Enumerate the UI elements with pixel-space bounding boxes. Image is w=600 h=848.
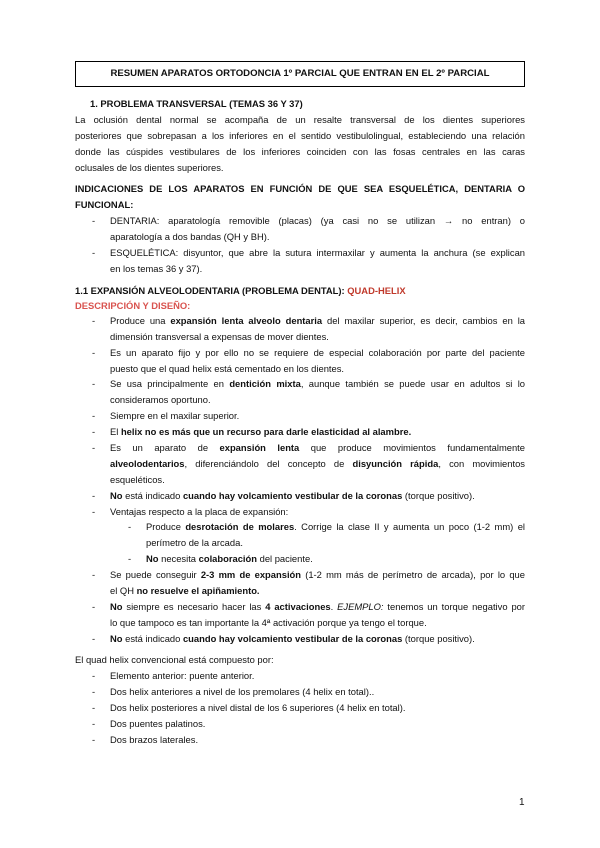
heading-highlight: QUAD-HELIX <box>347 285 406 296</box>
list-item: El helix no es más que un recurso para darle elasticidad al alambre. <box>110 426 412 437</box>
list-item: DENTARIA: aparatología removible (placas) (ya casi no se utilizan → no entran) o <box>110 215 525 226</box>
list-bullet: - <box>92 686 96 697</box>
page-number: 1 <box>519 797 525 808</box>
sublist-bullet: - <box>128 521 132 532</box>
list-item: Se usa principalmente en dentición mixta, aunque también se puede usar en adultos si lo <box>110 378 526 389</box>
list-bullet: - <box>92 506 96 517</box>
list-bullet: - <box>92 670 96 681</box>
list-bullet: - <box>92 490 96 501</box>
list-item-cont: dimensión transversal a expensas de mover dientes. <box>110 331 329 342</box>
list-item-cont: consideramos oportuno. <box>110 394 211 405</box>
list-bullet: - <box>92 426 96 437</box>
list-item: Se puede conseguir 2-3 mm de expansión (1-2 mm más de perímetro de arcada), por lo que <box>110 569 525 580</box>
list-item: Siempre en el maxilar superior. <box>110 410 240 421</box>
list-bullet: - <box>92 718 96 729</box>
list-item: Elemento anterior: puente anterior. <box>110 670 255 681</box>
list-bullet: - <box>92 247 96 258</box>
list-item: No está indicado cuando hay volcamiento vestibular de la coronas (torque positivo). <box>110 490 475 501</box>
list-item: No está indicado cuando hay volcamiento vestibular de la coronas (torque positivo). <box>110 633 475 644</box>
list-item: Ventajas respecto a la placa de expansión: <box>110 506 289 517</box>
list-bullet: - <box>92 215 96 226</box>
list-item: Dos helix anteriores a nivel de los premolares (4 helix en total).. <box>110 686 375 697</box>
sublist-item-cont: perímetro de la arcada. <box>146 537 243 548</box>
paragraph-line: La oclusión dental normal se acompaña de un resalte transversal de los dientes superiores <box>75 114 525 125</box>
list-item-cont: en los temas 36 y 37). <box>110 263 203 274</box>
sublist-item: Produce desrotación de molares. Corrige la clase II y aumenta un poco (1-2 mm) el <box>146 521 525 532</box>
sublist-item: No necesita colaboración del paciente. <box>146 553 313 564</box>
list-bullet: - <box>92 633 96 644</box>
list-bullet: - <box>92 378 96 389</box>
list-bullet: - <box>92 601 96 612</box>
list-item-cont: puesto que el quad helix está cementado en los dientes. <box>110 363 345 374</box>
list-item: No siempre es necesario hacer las 4 activaciones. EJEMPLO: tenemos un torque negativo por <box>110 601 525 612</box>
list-item: Es un aparato de expansión lenta que produce movimientos fundamentalmente <box>110 442 525 453</box>
list-bullet: - <box>92 702 96 713</box>
document-title: RESUMEN APARATOS ORTODONCIA 1º PARCIAL QUE ENTRAN EN EL 2º PARCIAL <box>75 61 525 87</box>
heading-text: 1.1 EXPANSIÓN ALVEOLODENTARIA (PROBLEMA DENTAL): <box>75 285 348 296</box>
list-item-cont: alveolodentarios, diferenciándolo del concepto de disyunción rápida, con movimientos <box>110 458 525 469</box>
list-item-cont: esqueléticos. <box>110 474 165 485</box>
paragraph-line: posteriores que sobrepasan a los inferiores en el sentido vestibulolingual, estableciendo una relación <box>75 130 525 141</box>
list-item-cont: el QH no resuelve el apiñamiento. <box>110 585 260 596</box>
list-item: Dos puentes palatinos. <box>110 718 206 729</box>
paragraph-line: donde las cúspides vestibulares de los inferiores coinciden con las fosas centrales en las caras <box>75 146 525 157</box>
list-item: ESQUELÉTICA: disyuntor, que abre la sutura intermaxilar y aumenta la anchura (se explican <box>110 247 525 258</box>
list-bullet: - <box>92 410 96 421</box>
sublist-bullet: - <box>128 553 132 564</box>
list-item-cont: lo que tampoco es tan importante la 4ª activación porque ya tengo el torque. <box>110 617 427 628</box>
quad-helix-heading <box>75 285 406 297</box>
list-bullet: - <box>92 442 96 453</box>
list-item: Produce una expansión lenta alveolo dentaria del maxilar superior, es decir, cambios en la <box>110 315 525 326</box>
section-heading-transversal: 1. PROBLEMA TRANSVERSAL (TEMAS 36 Y 37) <box>90 98 303 109</box>
list-item-cont: aparatología a dos bandas (QH y BH). <box>110 231 270 242</box>
list-bullet: - <box>92 315 96 326</box>
composition-intro: El quad helix convencional está compuesto por: <box>75 654 274 665</box>
list-item: Dos brazos laterales. <box>110 734 199 745</box>
list-bullet: - <box>92 734 96 745</box>
indications-heading-cont: FUNCIONAL: <box>75 199 134 210</box>
indications-heading: INDICACIONES DE LOS APARATOS EN FUNCIÓN DE QUE SEA ESQUELÉTICA, DENTARIA O <box>75 183 525 194</box>
description-subheading: DESCRIPCIÓN Y DISEÑO: <box>75 300 191 311</box>
list-item: Es un aparato fijo y por ello no se requiere de especial colaboración por parte del paciente <box>110 347 525 358</box>
paragraph-line: oclusales de los dientes superiores. <box>75 162 224 173</box>
list-bullet: - <box>92 569 96 580</box>
list-item: Dos helix posteriores a nivel distal de los 6 superiores (4 helix en total). <box>110 702 406 713</box>
list-bullet: - <box>92 347 96 358</box>
